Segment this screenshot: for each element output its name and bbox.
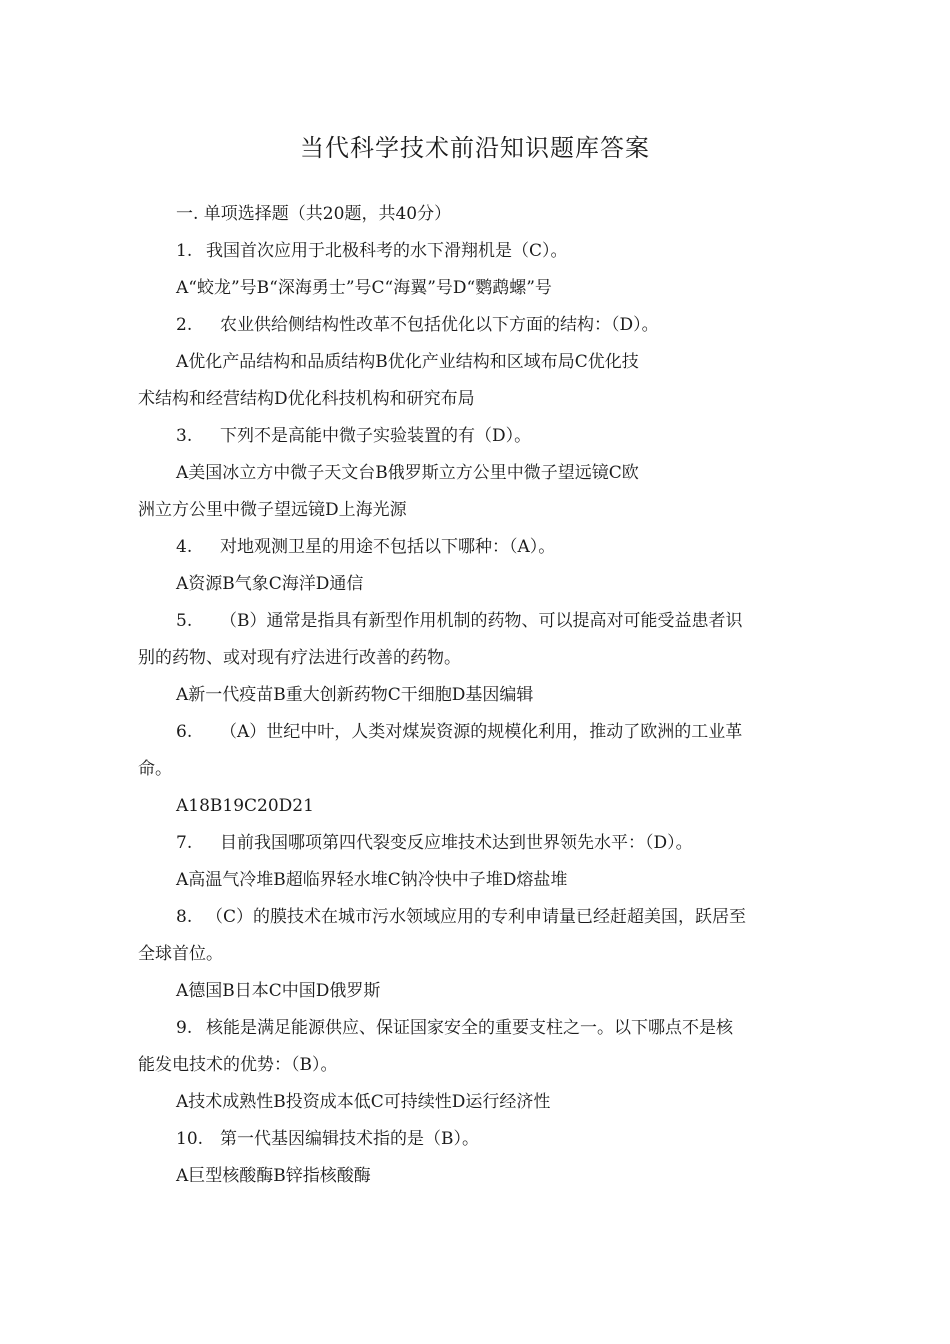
- question-1-number: 1.: [176, 241, 193, 261]
- question-6-stem-cont: 命。: [138, 759, 172, 779]
- question-10-options: A巨型核酸酶B锌指核酸酶: [176, 1166, 371, 1186]
- question-7-stem: 7. 目前我国哪项第四代裂变反应堆技术达到世界领先水平：（D）。: [138, 825, 818, 862]
- question-9-options: A技术成熟性B投资成本低C可持续性D运行经济性: [176, 1092, 551, 1112]
- document-title: 当代科学技术前沿知识题库答案: [300, 134, 650, 162]
- question-2-stem: 2. 农业供给侧结构性改革不包括优化以下方面的结构：（D）。: [138, 307, 818, 344]
- question-8-stem-cont: 全球首位。: [138, 944, 223, 964]
- question-6-options: A18B19C20D21: [176, 796, 314, 816]
- question-4-stem: 4. 对地观测卫星的用途不包括以下哪种：（A）。: [138, 529, 818, 566]
- question-8-options: A德国B日本C中国D俄罗斯: [176, 981, 381, 1001]
- question-2-options-cont: 术结构和经营结构D优化科技机构和研究布局: [138, 389, 475, 409]
- question-8-stem: 8. （C）的膜技术在城市污水领域应用的专利申请量已经赶超美国，跃居至: [138, 899, 818, 936]
- question-7-options: A高温气冷堆B超临界轻水堆C钠冷快中子堆D熔盐堆: [176, 870, 568, 890]
- question-1-options: A“蛟龙”号B“深海勇士”号C“海翼”号D“鹦鹉螺”号: [176, 278, 552, 298]
- question-10-stem: 10. 第一代基因编辑技术指的是（B）。: [138, 1121, 818, 1158]
- question-4-number: 4.: [176, 537, 193, 557]
- question-3-number: 3.: [176, 426, 193, 446]
- question-10-number: 10.: [176, 1129, 204, 1149]
- question-3-options-cont: 洲立方公里中微子望远镜D上海光源: [138, 500, 407, 520]
- question-6-stem: 6. （A）世纪中叶，人类对煤炭资源的规模化利用，推动了欧洲的工业革: [138, 714, 818, 751]
- document-body: [138, 196, 818, 1195]
- section-heading: 一. 单项选择题（共20题，共40分）: [176, 204, 452, 224]
- question-7-number: 7.: [176, 833, 193, 853]
- question-5-number: 5.: [176, 611, 193, 631]
- question-1-stem: 1. 我国首次应用于北极科考的水下滑翔机是（C）。: [138, 233, 818, 270]
- question-6-number: 6.: [176, 722, 193, 742]
- question-2-options: A优化产品结构和品质结构B优化产业结构和区域布局C优化技: [176, 352, 639, 372]
- question-3-stem: 3. 下列不是高能中微子实验装置的有（D）。: [138, 418, 818, 455]
- question-2-number: 2.: [176, 315, 193, 335]
- question-4-options: A资源B气象C海洋D通信: [176, 574, 364, 594]
- question-5-stem: 5. （B）通常是指具有新型作用机制的药物、可以提高对可能受益患者识: [138, 603, 818, 640]
- question-9-stem-cont: 能发电技术的优势：（B）。: [138, 1055, 338, 1075]
- question-9-number: 9.: [176, 1018, 193, 1038]
- question-5-options: A新一代疫苗B重大创新药物C干细胞D基因编辑: [176, 685, 534, 705]
- question-8-number: 8.: [176, 907, 193, 927]
- question-3-options: A美国冰立方中微子天文台B俄罗斯立方公里中微子望远镜C欧: [176, 463, 639, 483]
- question-9-stem: 9. 核能是满足能源供应、保证国家安全的重要支柱之一。以下哪点不是核: [138, 1010, 818, 1047]
- question-5-stem-cont: 别的药物、或对现有疗法进行改善的药物。: [138, 648, 461, 668]
